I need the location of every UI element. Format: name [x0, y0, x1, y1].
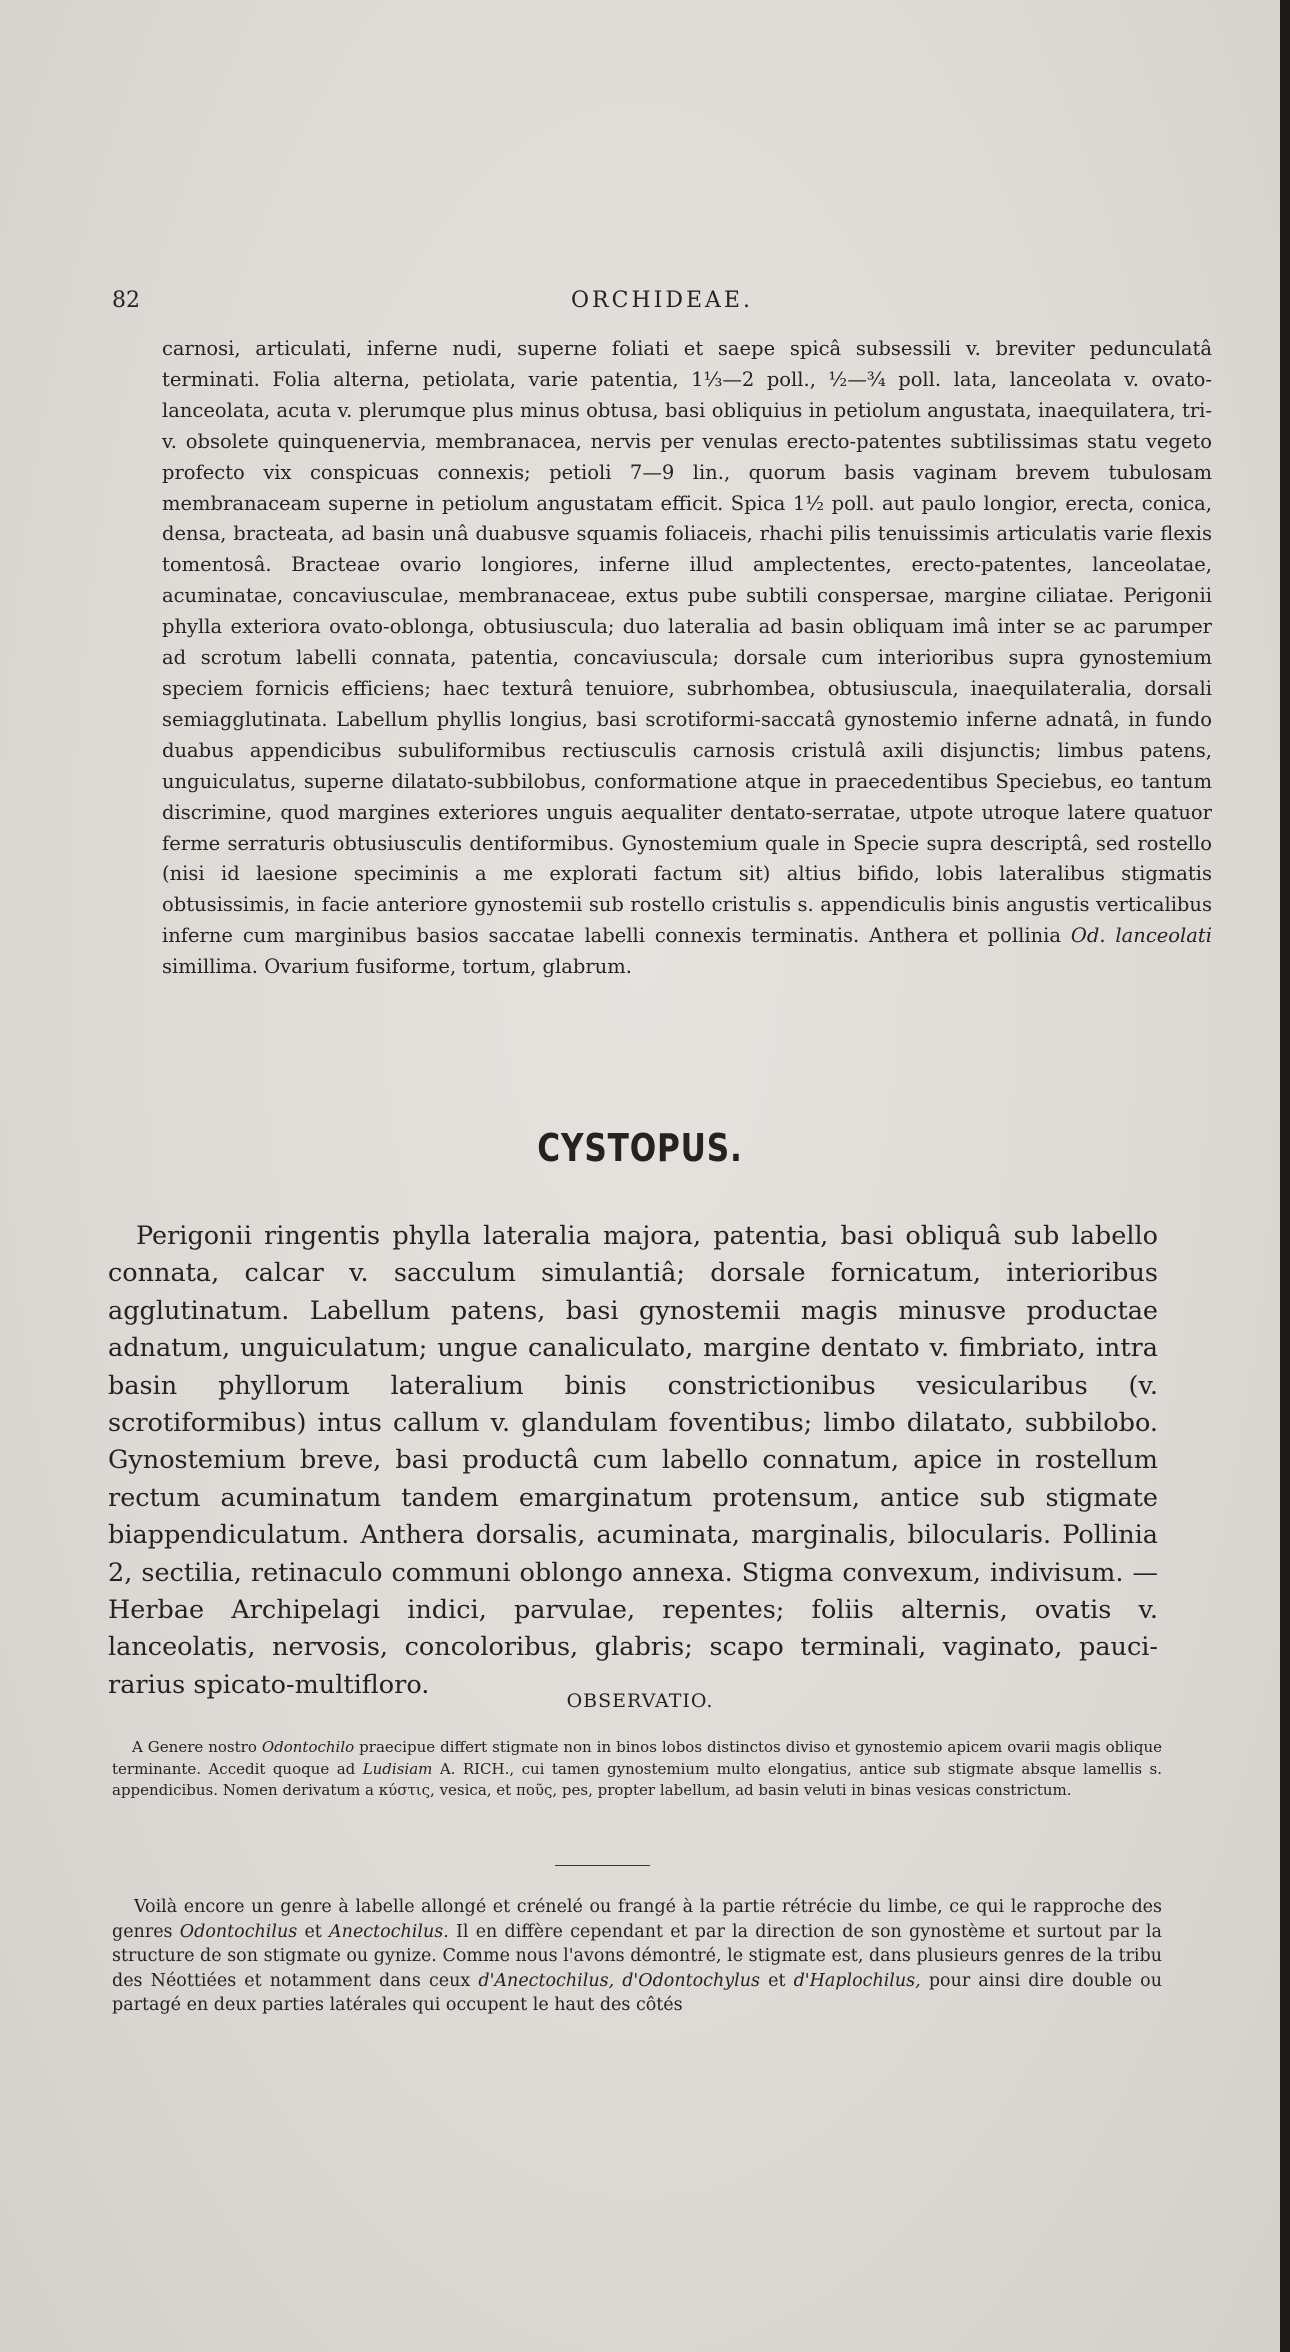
fr-text-5: pour ainsi dire double ou partagé en deux parties latérales qui occupent le haut des côtés: [112, 1970, 1162, 2015]
observatio-paragraph: [112, 1737, 1162, 1802]
genus-title: CYSTOPUS.: [537, 1126, 743, 1170]
obs-text-2: praecipue differt stigmate non in binos lobos distinctos diviso et gynostemio apicem ovarii magis oblique terminante. Accedit quoque ad: [112, 1738, 1162, 1778]
fr-genera-list: d'Anectochilus, d'Odontochylus: [478, 1970, 760, 1991]
observatio-heading: OBSERVATIO.: [566, 1690, 714, 1712]
species-description-end: simillima. Ovarium fusiforme, tortum, glabrum.: [162, 955, 632, 979]
page-number: 82: [112, 288, 140, 313]
genus-description: Perigonii ringentis phylla lateralia majora, patentia, basi obliquâ sub labello connata, calcar v. sacculum simulantiâ; dorsale fornicatum, interioribus agglutinatum. Labellum patens, basi gynostemii magis minusve productae adnatum, unguiculatum; ungue canaliculato, margine dentato v. fimbriato, intra basin phyllorum lateralium binis constrictionibus vesicularibus (v. scrotiformibus) intus callum v. glandulam foventibus; limbo dilatato, subbilobo. Gynostemium breve, basi productâ cum labello connatum, apice in rostellum rectum acuminatum tandem emarginatum protensum, antice sub stigmate biappendiculatum. Anthera dorsalis, acuminata, marginalis, bilocularis. Pollinia 2, sectilia, retinaculo communi oblongo annexa. Stigma convexum, indivisum. — Herbae Archipelagi indici, parvulae, repentes; foliis alternis, ovatis v. lanceolatis, nervosis, concoloribus, glabris; scapo terminali, vaginato, pauci-rarius spicato-multifloro.: [108, 1221, 1158, 1700]
fr-genus-haplochilus: d'Haplochilus,: [793, 1970, 921, 1991]
species-reference: Od. lanceolati: [1070, 924, 1212, 948]
french-commentary: [112, 1895, 1162, 2018]
fr-text-1: Voilà encore un genre à labelle allongé et crénelé ou frangé à la partie rétrécie du limbe, ce qui le rapproche des genres: [112, 1897, 1162, 1942]
obs-text-3: A. RICH., cui tamen gynostemium multo elongatius, antice sub stigmate absque lamellis s. appendicibus. Nomen derivatum a κύστις, vesica, et ποῦς, pes, propter labellum, ad basin veluti in binas vesicas constrictum.: [112, 1759, 1162, 1799]
running-title: ORCHIDEAE.: [571, 288, 753, 313]
fr-text-3: Il en diffère cependant et par la direction de son gynostème et surtout par la structure de son stigmate ou gynize. Comme nous l'avons démontré, le stigmate est, dans plusieurs genres de la tribu des Néottiées et notamment dans ceux: [112, 1921, 1162, 1991]
fr-genus-odontochilus: Odontochilus: [179, 1921, 298, 1942]
obs-genus-odontochilo: Odontochilo: [261, 1738, 355, 1756]
fr-text-2: et: [304, 1921, 322, 1942]
obs-text-1: A Genere nostro: [132, 1738, 257, 1756]
species-description-continued: [162, 334, 1212, 983]
obs-genus-ludisiam: Ludisiam: [362, 1759, 433, 1778]
fr-text-4: et: [768, 1970, 786, 1991]
species-description-text: carnosi, articulati, inferne nudi, superne foliati et saepe spicâ subsessili v. breviter pedunculatâ terminati. Folia alterna, petiolata, varie patentia, 1⅓—2 poll., ½—¾ poll. lata, lanceolata v. ovato-lanceolata, acuta v. plerumque plus minus obtusa, basi obliquius in petiolum angustata, inaequilatera, tri-v. obsolete quinquenervia, membranacea, nervis per venulas erecto-patentes subtilissimas statu vegeto profecto vix conspicuas connexis; petioli 7—9 lin., quorum basis vaginam brevem tubulosam membranaceam superne in petiolum angustatam efficit. Spica 1½ poll. aut paulo longior, erecta, conica, densa, bracteata, ad basin unâ duabusve squamis foliaceis, rhachi pilis tenuissimis articulatis varie flexis tomentosâ. Bracteae ovario longiores, inferne illud amplectentes, erecto-patentes, lanceolatae, acuminatae, concaviusculae, membranaceae, extus pube subtili conspersae, margine ciliatae. Perigonii phylla exteriora ovato-oblonga, obtusiuscula; duo lateralia ad basin obliquam imâ inter se ac parumper ad scrotum labelli connata, patentia, concaviuscula; dorsale cum interioribus supra gynostemium speciem fornicis efficiens; haec texturâ tenuiore, subrhombea, obtusiuscula, inaequilateralia, dorsali semiagglutinata. Labellum phyllis longius, basi scrotiformi-saccatâ gynostemio inferne adnatâ, in fundo duabus appendicibus subuliformibus rectiusculis carnosis cristulâ axili disjunctis; limbus patens, unguiculatus, superne dilatato-subbilobus, conformatione atque in praecedentibus Speciebus, eo tantum discrimine, quod margines exteriores unguis aequaliter dentato-serratae, utpote utroque latere quatuor ferme serraturis obtusiusculis dentiformibus. Gynostemium quale in Specie supra descriptâ, sed rostello (nisi id laesione speciminis a me explorati factum sit) altius bifido, lobis lateralibus stigmatis obtusissimis, in facie anteriore gynostemii sub rostello cristulis s. appendiculis binis angustis verticalibus inferne cum marginibus basios saccatae labelli connexis terminatis. Anthera et pollinia: [162, 337, 1212, 948]
running-header: [112, 288, 1212, 320]
section-divider: [555, 1865, 650, 1866]
fr-genus-anectochilus: Anectochilus.: [329, 1921, 449, 1942]
